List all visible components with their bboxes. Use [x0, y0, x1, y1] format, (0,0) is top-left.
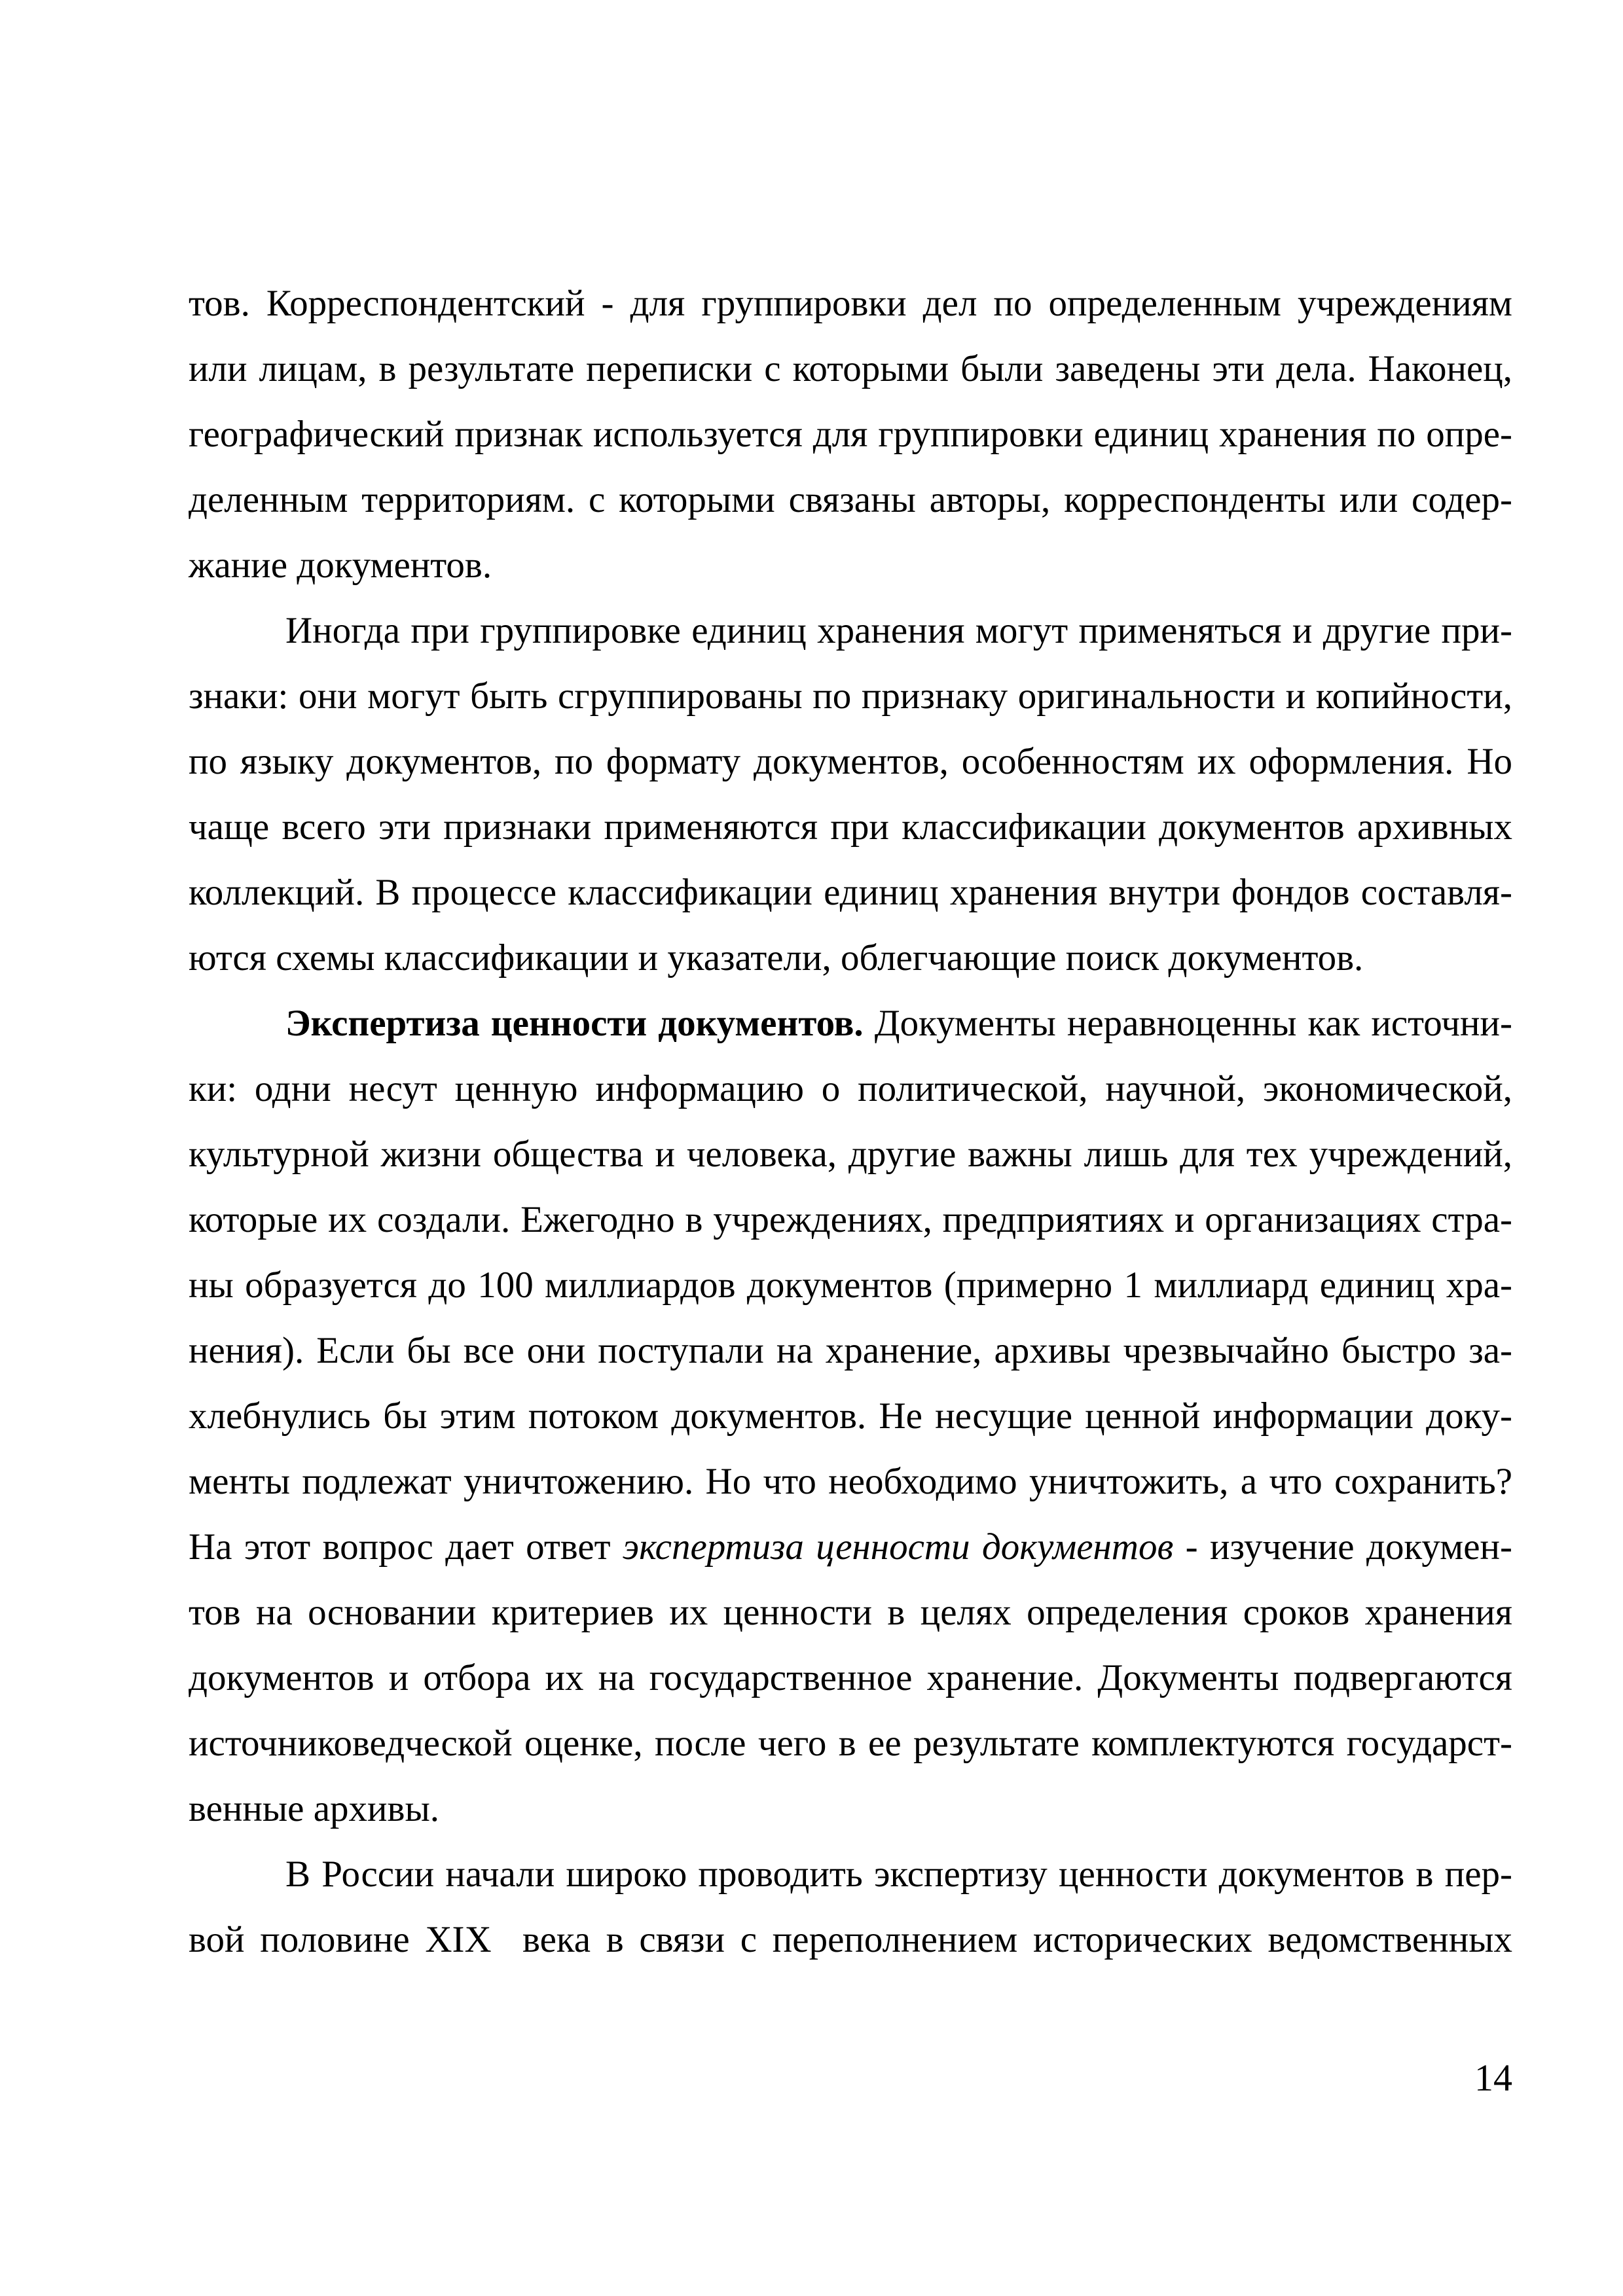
text-segment-normal: документов и отбора их на государственное хранение. Документы подвергаются [189, 1657, 1512, 1698]
text-segment-normal: источниковедческой оценке, после чего в ее результате комплектуются государст- [189, 1723, 1512, 1764]
text-segment-normal: хлебнулись бы этим потоком документов. Не несущие ценной информации доку- [189, 1395, 1512, 1437]
text-segment-normal: - изучение докумен- [1173, 1526, 1512, 1568]
text-segment-normal: нения). Если бы все они поступали на хранение, архивы чрезвычайно быстро за- [189, 1330, 1512, 1371]
text-segment-normal: культурной жизни общества и человека, другие важны лишь для тех учреждений, [189, 1134, 1512, 1175]
text-segment-normal: На этот вопрос дает ответ [189, 1526, 623, 1568]
text-line [189, 1384, 1512, 1449]
text-line [189, 991, 1512, 1056]
text-segment-normal: В России начали широко проводить экспертизу ценности документов в пер- [285, 1854, 1512, 1895]
text-segment-normal: ются схемы классификации и указатели, облегчающие поиск документов. [189, 937, 1364, 978]
text-segment-bold: Экспертиза ценности документов. [285, 1003, 864, 1044]
text-segment-normal: знаки: они могут быть сгруппированы по признаку оригинальности и копийности, [189, 675, 1512, 717]
text-line [189, 1842, 1512, 1907]
text-segment-normal: Иногда при группировке единиц хранения могут применяться и другие при- [285, 610, 1512, 651]
text-line [189, 729, 1512, 795]
text-segment-normal: ки: одни несут ценную информацию о политической, научной, экономической, [189, 1068, 1512, 1109]
text-segment-normal: жание документов. [189, 545, 492, 586]
page-number: 14 [1474, 2056, 1512, 2099]
text-segment-normal: по языку документов, по формату документов, особенностям их оформления. Но [189, 741, 1512, 782]
text-segment-normal: венные архивы. [189, 1788, 439, 1829]
text-line [189, 1122, 1512, 1187]
text-segment-normal: ны образуется до 100 миллиардов документов (примерно 1 миллиард единиц хра- [189, 1265, 1512, 1306]
text-segment-normal: тов. Корреспондентский - для группировки дел по определенным учреждениям [189, 283, 1512, 324]
text-line [189, 402, 1512, 467]
text-line [189, 925, 1512, 991]
text-line [189, 271, 1512, 336]
text-segment-normal: чаще всего эти признаки применяются при классификации документов архивных [189, 806, 1512, 848]
text-line [189, 1776, 1512, 1842]
text-segment-normal: коллекций. В процессе классификации единиц хранения внутри фондов составля- [189, 872, 1512, 913]
text-segment-normal: географический признак используется для группировки единиц хранения по опре- [189, 414, 1512, 455]
text-line [189, 1580, 1512, 1645]
text-segment-normal: менты подлежат уничтожению. Но что необходимо уничтожить, а что сохранить? [189, 1461, 1512, 1502]
text-line [189, 1515, 1512, 1580]
text-line [189, 533, 1512, 598]
text-line [189, 598, 1512, 664]
text-line [189, 1187, 1512, 1253]
text-line [189, 664, 1512, 729]
text-line [189, 467, 1512, 533]
text-segment-normal: которые их создали. Ежегодно в учреждениях, предприятиях и организациях стра- [189, 1199, 1512, 1240]
text-line [189, 1253, 1512, 1318]
text-segment-normal: деленным территориям. с которыми связаны авторы, корреспонденты или содер- [189, 479, 1512, 520]
text-segment-italic: экспертиза ценности документов [623, 1526, 1174, 1568]
text-line [189, 1645, 1512, 1711]
text-line [189, 1449, 1512, 1515]
text-line [189, 336, 1512, 402]
text-segment-normal: или лицам, в результате переписки с которыми были заведены эти дела. Наконец, [189, 348, 1512, 389]
text-line [189, 860, 1512, 925]
text-segment-normal: тов на основании критериев их ценности в целях определения сроков хранения [189, 1592, 1512, 1633]
text-line [189, 1056, 1512, 1122]
text-line [189, 1711, 1512, 1776]
text-segment-normal: Документы неравноценны как источни- [863, 1003, 1512, 1044]
text-segment-normal: вой половине XIX века в связи с переполнением исторических ведомственных [189, 1919, 1512, 1960]
text-line [189, 1907, 1512, 1973]
text-line [189, 795, 1512, 860]
text-line [189, 1318, 1512, 1384]
page-text [189, 271, 1512, 1973]
